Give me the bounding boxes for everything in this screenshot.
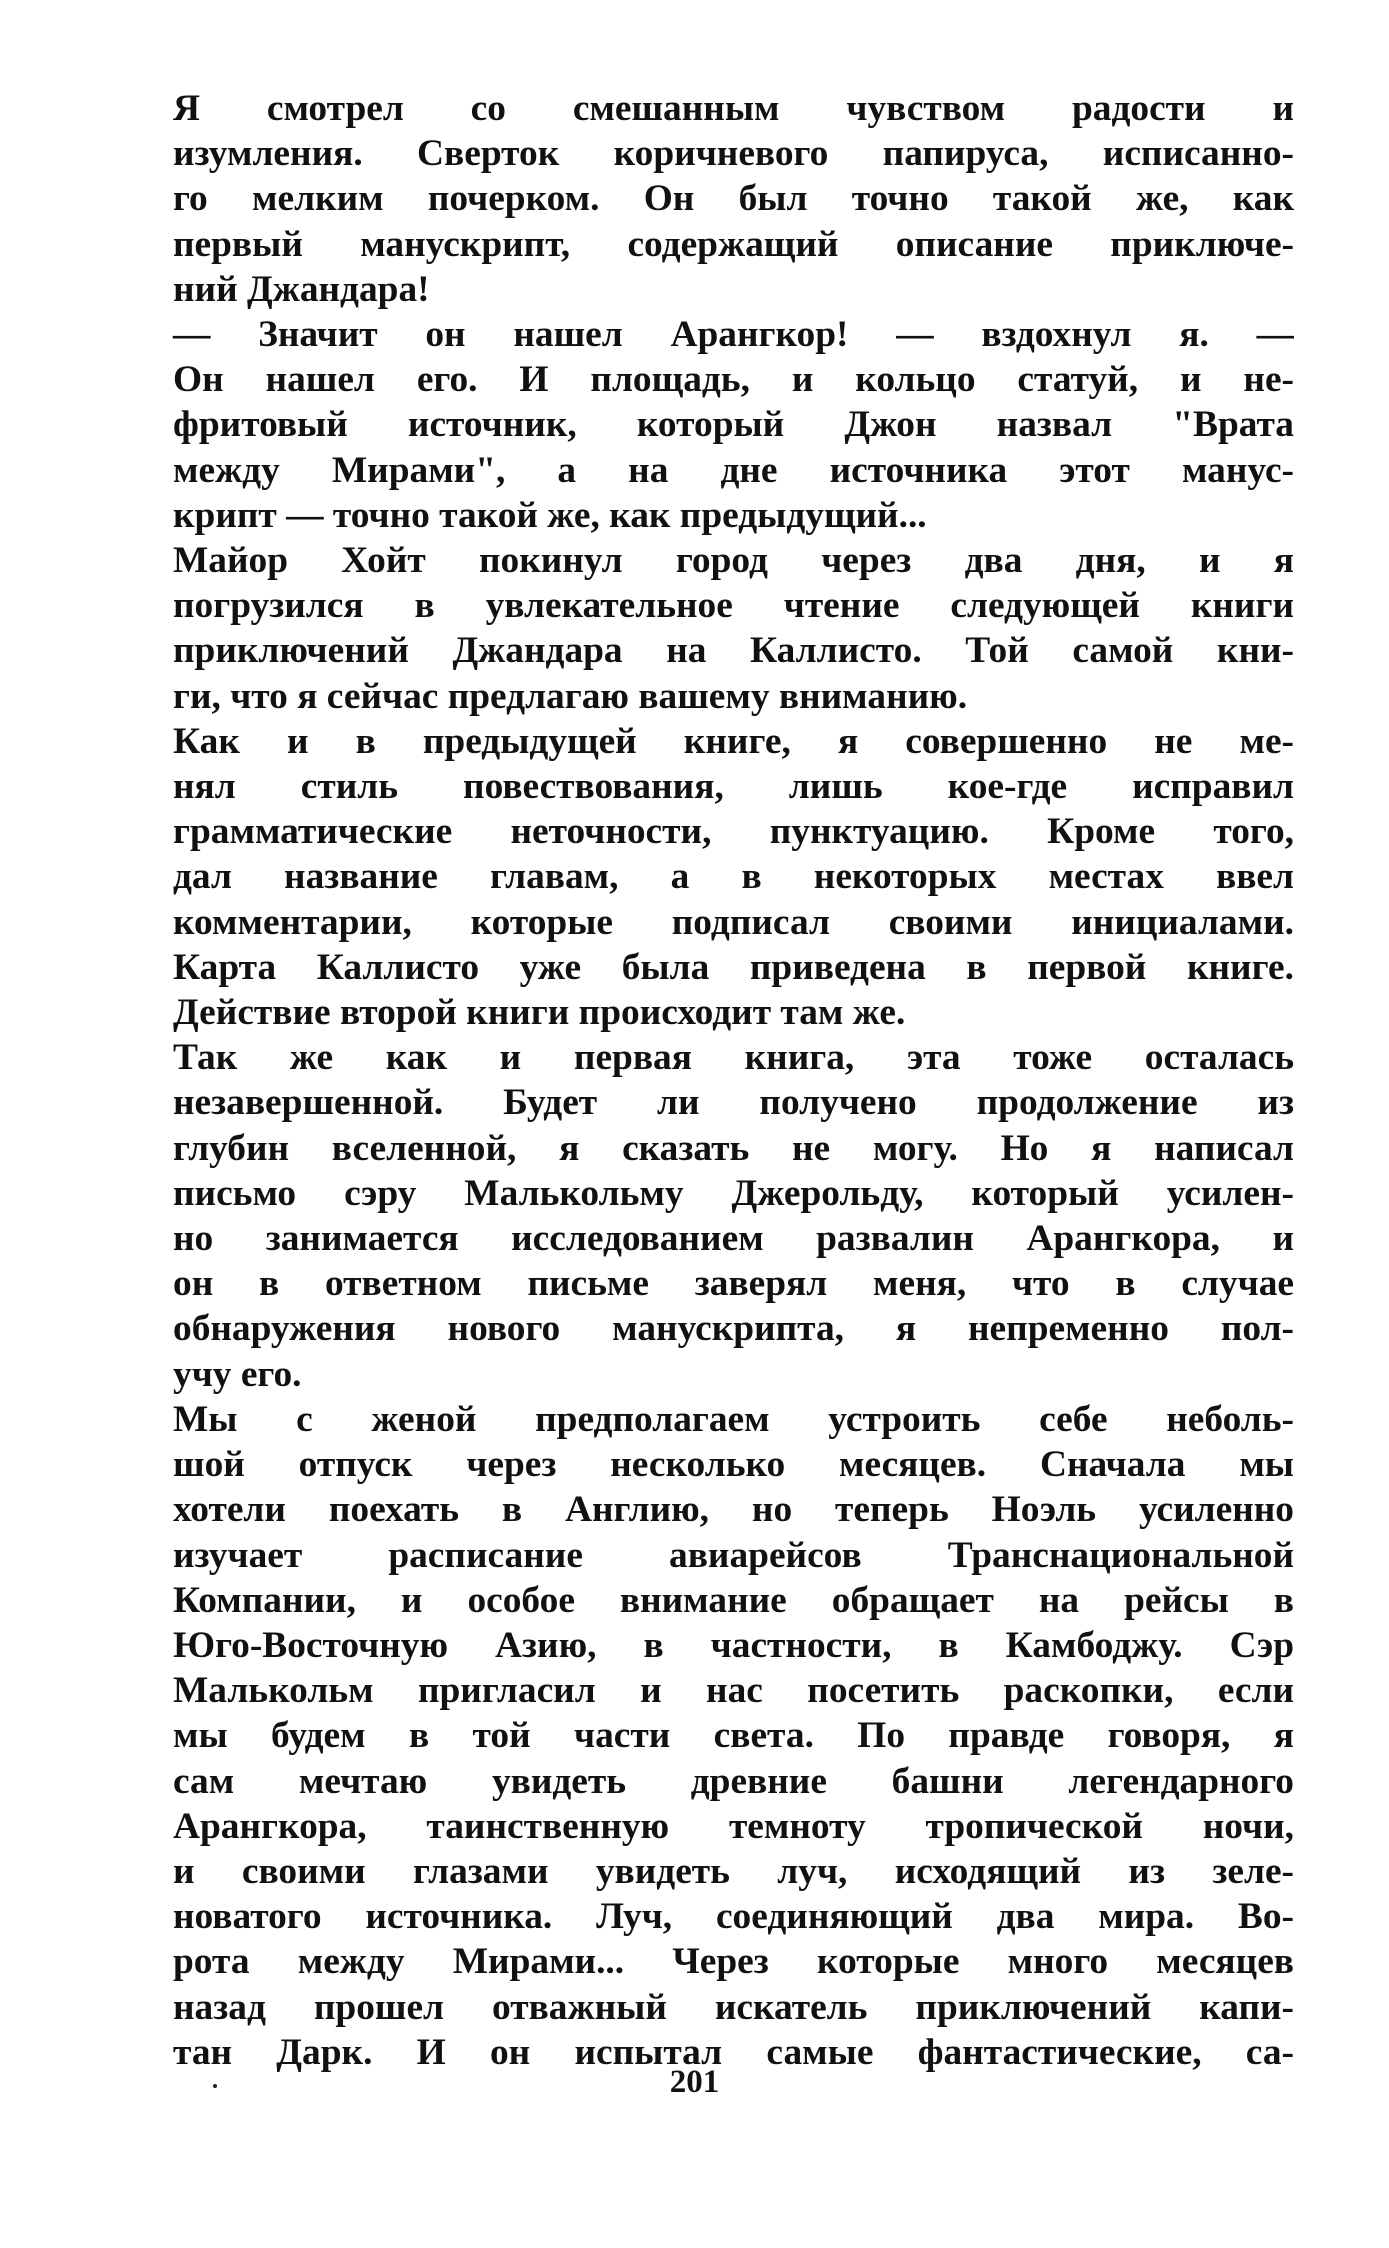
text-line: Малькольм пригласил и нас посетить раскопки, если (173, 1670, 1294, 1712)
text-line: Так же как и первая книга, эта тоже осталась (173, 1037, 1294, 1079)
text-line: Мы с женой предполагаем устроить себе неболь- (173, 1398, 1294, 1440)
text-line: крипт — точно такой же, как предыдущий... (173, 494, 927, 536)
text-line: фритовый источник, который Джон назвал "Врата (173, 404, 1294, 446)
text-line: Карта Каллисто уже была приведена в первой книге. (173, 946, 1294, 988)
text-line: первый манускрипт, содержащий описание приключе- (173, 223, 1294, 265)
paragraph (108, 538, 1294, 719)
text-line: но занимается исследованием развалин Арангкора, и (173, 1218, 1294, 1260)
paragraph (108, 719, 1294, 1035)
text-line: письмо сэру Малькольму Джерольду, который усилен- (173, 1172, 1294, 1214)
text-line: учу его. (173, 1353, 302, 1395)
text-line: сам мечтаю увидеть древние башни легендарного (173, 1760, 1294, 1802)
text-line: обнаружения нового манускрипта, я непременно пол- (173, 1308, 1294, 1350)
page-number: 201 (669, 2064, 720, 2100)
text-line: изумления. Сверток коричневого папируса, исписанно- (173, 133, 1294, 175)
paragraph (108, 312, 1294, 538)
paragraph (108, 1035, 1294, 1397)
text-line: Компании, и особое внимание обращает на рейсы в (173, 1579, 1294, 1621)
text-line: новатого источника. Луч, соединяющий два мира. Во- (173, 1896, 1294, 1938)
paragraph (108, 1397, 1294, 2075)
text-line: шой отпуск через несколько месяцев. Сначала мы (173, 1444, 1294, 1486)
text-line: ги, что я сейчас предлагаю вашему вниманию. (173, 675, 968, 717)
text-line: и своими глазами увидеть луч, исходящий из зеле- (173, 1850, 1294, 1892)
text-line: он в ответном письме заверял меня, что в случае (173, 1263, 1294, 1305)
text-line: Юго-Восточную Азию, в частности, в Камбоджу. Сэр (173, 1624, 1294, 1666)
text-line: Майор Хойт покинул город через два дня, и я (173, 540, 1294, 582)
text-line: хотели поехать в Англию, но теперь Ноэль усиленно (173, 1489, 1294, 1531)
text-line: — Значит он нашел Арангкор! — вздохнул я. — (173, 314, 1294, 356)
text-line: комментарии, которые подписал своими инициалами. (173, 901, 1294, 943)
text-line: погрузился в увлекательное чтение следующей книги (173, 585, 1294, 627)
text-line: Действие второй книги происходит там же. (173, 992, 906, 1034)
text-line: го мелким почерком. Он был точно такой же, как (173, 178, 1294, 220)
text-line: грамматические неточности, пунктуацию. Кроме того, (173, 811, 1294, 853)
text-line: приключений Джандара на Каллисто. Той самой кни- (173, 630, 1294, 672)
text-line: Он нашел его. И площадь, и кольцо статуй, и не- (173, 359, 1294, 401)
text-line: между Мирами", а на дне источника этот манус- (173, 449, 1294, 491)
text-line: изучает расписание авиарейсов Транснациональной (173, 1534, 1294, 1576)
text-line: Как и в предыдущей книге, я совершенно не ме- (173, 720, 1294, 762)
page-body (108, 86, 1294, 2075)
text-line: назад прошел отважный искатель приключений капи- (173, 1986, 1294, 2028)
text-line: Я смотрел со смешанным чувством радости и (173, 88, 1294, 129)
text-line: ний Джандара! (173, 268, 430, 310)
paragraph (108, 86, 1294, 312)
text-line: нял стиль повествования, лишь кое-где исправил (173, 766, 1294, 808)
text-line: незавершенной. Будет ли получено продолжение из (173, 1082, 1294, 1124)
text-line: дал название главам, а в некоторых местах ввел (173, 856, 1294, 898)
text-line: Арангкора, таинственную темноту тропической ночи, (173, 1805, 1294, 1847)
text-line: рота между Мирами... Через которые много месяцев (173, 1941, 1294, 1983)
text-line: глубин вселенной, я сказать не могу. Но я написал (173, 1127, 1294, 1169)
text-line: тан Дарк. И он испытал самые фантастические, са- (173, 2031, 1294, 2073)
text-line: мы будем в той части света. По правде говоря, я (173, 1715, 1294, 1757)
